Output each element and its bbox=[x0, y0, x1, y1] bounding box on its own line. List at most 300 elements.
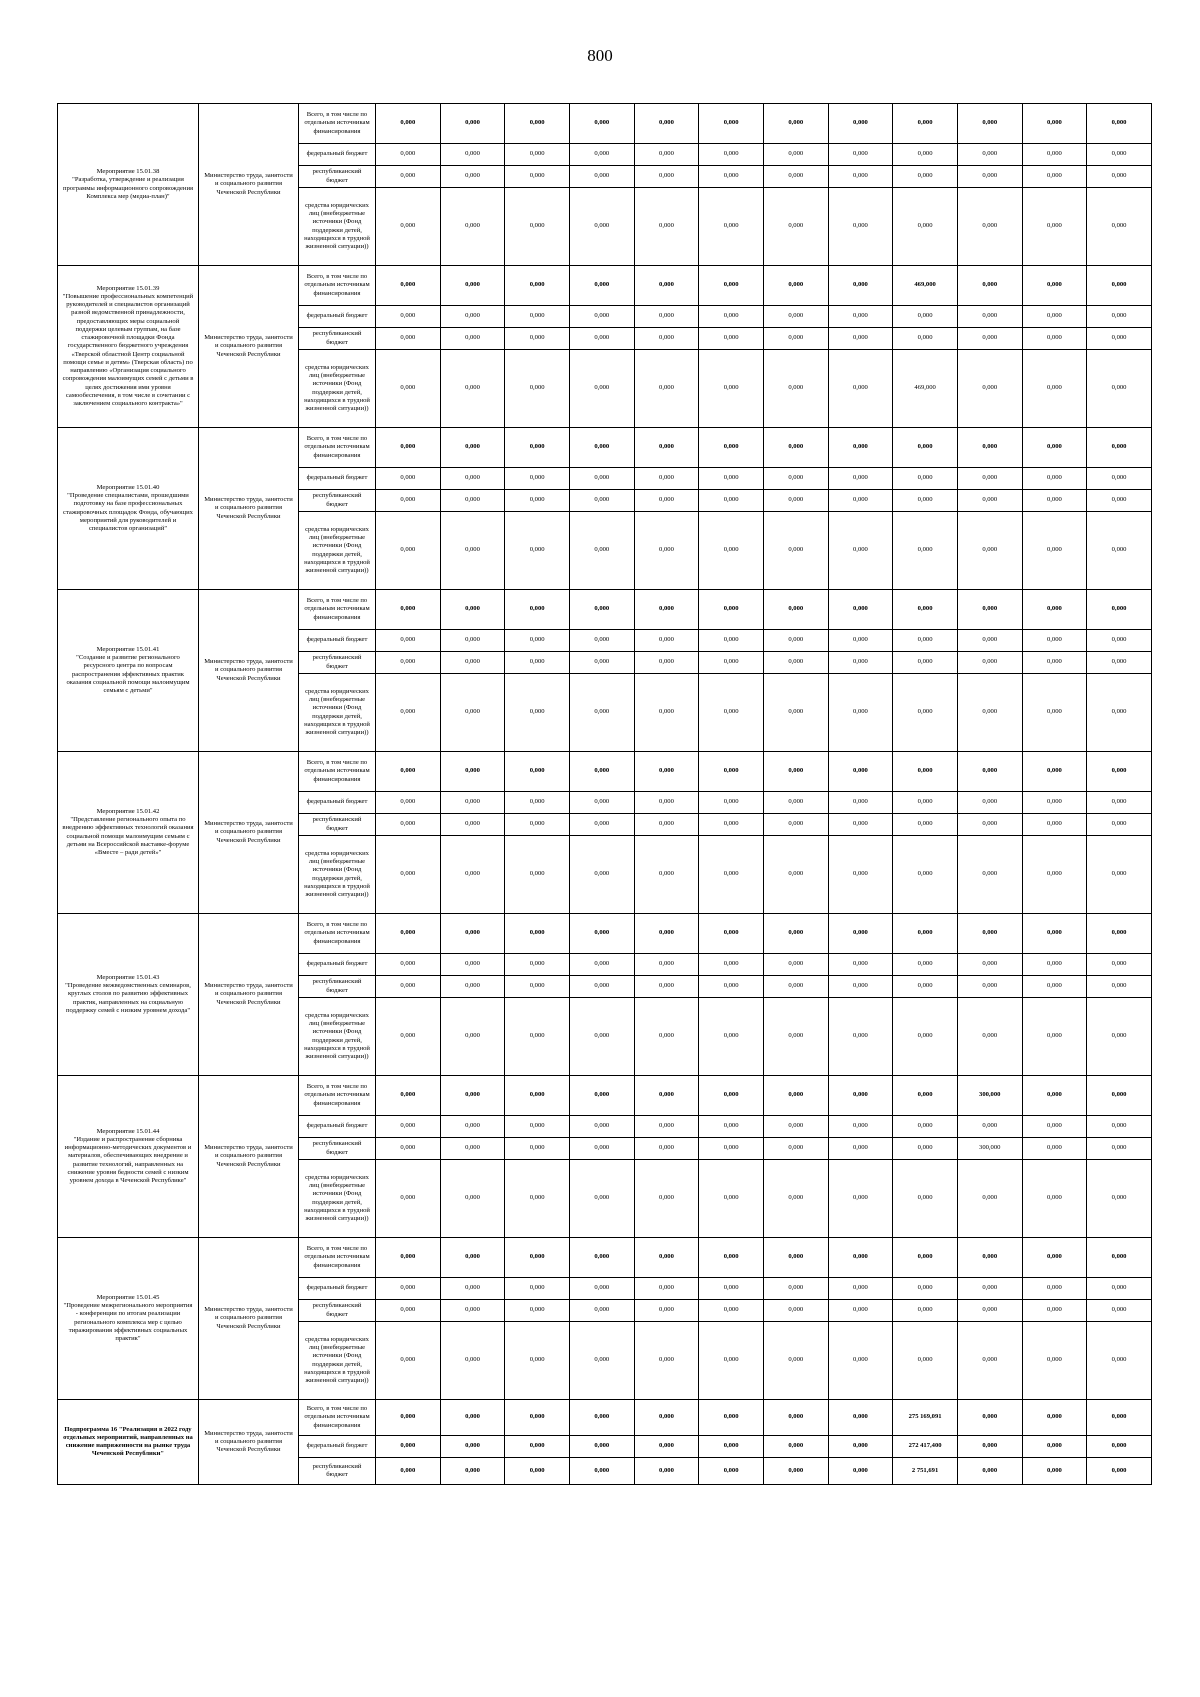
value-cell: 0,000 bbox=[569, 144, 634, 166]
value-cell: 0,000 bbox=[893, 1076, 958, 1116]
value-cell: 0,000 bbox=[828, 512, 893, 590]
value-cell: 0,000 bbox=[957, 814, 1022, 836]
value-cell: 0,000 bbox=[1022, 350, 1087, 428]
value-cell: 0,000 bbox=[569, 512, 634, 590]
value-cell: 0,000 bbox=[1022, 1400, 1087, 1436]
value-cell: 0,000 bbox=[569, 1278, 634, 1300]
value-cell: 0,000 bbox=[634, 188, 699, 266]
value-cell: 0,000 bbox=[893, 1116, 958, 1138]
value-cell: 0,000 bbox=[440, 428, 505, 468]
value-cell: 0,000 bbox=[376, 976, 441, 998]
value-cell: 0,000 bbox=[440, 954, 505, 976]
value-cell: 0,000 bbox=[376, 1436, 441, 1458]
measure-title: Мероприятие 15.01.42 "Представление регионального опыта по внедрению эффективных технологий оказания социальной помощи малоимущим семьям с детьми на Всероссийской выставке-форуме «Вместе – ради детей»" bbox=[58, 752, 199, 914]
value-cell: 0,000 bbox=[828, 836, 893, 914]
value-cell: 0,000 bbox=[440, 512, 505, 590]
value-cell: 0,000 bbox=[1087, 792, 1152, 814]
value-cell: 0,000 bbox=[569, 792, 634, 814]
value-cell: 0,000 bbox=[828, 1238, 893, 1278]
value-cell: 0,000 bbox=[763, 630, 828, 652]
value-cell: 0,000 bbox=[634, 954, 699, 976]
value-cell: 0,000 bbox=[569, 1458, 634, 1485]
value-cell: 0,000 bbox=[763, 490, 828, 512]
value-cell: 0,000 bbox=[440, 998, 505, 1076]
value-cell: 0,000 bbox=[1087, 630, 1152, 652]
value-cell: 0,000 bbox=[505, 104, 570, 144]
measure-title: Мероприятие 15.01.40 "Проведение специалистами, прошедшими подготовку на базе профессиональных стажировочных площадок Фонда, обучающих мероприятий для руководителей и специалистов организаций" bbox=[58, 428, 199, 590]
measure-title: Подпрограмма 16 "Реализация в 2022 году отдельных мероприятий, направленных на снижение напряженности на рынке труда Чеченской Республики" bbox=[58, 1400, 199, 1485]
funding-source-cell: Всего, в том числе по отдельным источникам финансирования bbox=[299, 1238, 376, 1278]
value-cell: 0,000 bbox=[893, 836, 958, 914]
value-cell: 0,000 bbox=[893, 328, 958, 350]
value-cell: 0,000 bbox=[1087, 1300, 1152, 1322]
value-cell: 0,000 bbox=[699, 1076, 764, 1116]
funding-source-cell: Всего, в том числе по отдельным источникам финансирования bbox=[299, 1400, 376, 1436]
value-cell: 0,000 bbox=[505, 590, 570, 630]
value-cell: 0,000 bbox=[893, 306, 958, 328]
value-cell: 0,000 bbox=[376, 914, 441, 954]
value-cell: 0,000 bbox=[1022, 1076, 1087, 1116]
executor-cell: Министерство труда, занятости и социального развития Чеченской Республики bbox=[199, 590, 299, 752]
value-cell: 0,000 bbox=[957, 976, 1022, 998]
value-cell: 0,000 bbox=[763, 914, 828, 954]
value-cell: 0,000 bbox=[763, 1400, 828, 1436]
value-cell: 0,000 bbox=[634, 1400, 699, 1436]
table-row bbox=[58, 266, 1152, 306]
value-cell: 0,000 bbox=[699, 836, 764, 914]
value-cell: 0,000 bbox=[1087, 104, 1152, 144]
value-cell: 0,000 bbox=[634, 490, 699, 512]
value-cell: 0,000 bbox=[440, 166, 505, 188]
measure-title: Мероприятие 15.01.41 "Создание и развитие регионального ресурсного центра по вопросам распространения эффективных практик оказания социальной помощи малоимущим семьям с детьми" bbox=[58, 590, 199, 752]
value-cell: 0,000 bbox=[828, 1322, 893, 1400]
value-cell: 0,000 bbox=[957, 590, 1022, 630]
value-cell: 0,000 bbox=[893, 428, 958, 468]
value-cell: 0,000 bbox=[376, 1458, 441, 1485]
value-cell: 0,000 bbox=[376, 166, 441, 188]
value-cell: 0,000 bbox=[763, 1160, 828, 1238]
value-cell: 0,000 bbox=[957, 1322, 1022, 1400]
value-cell: 0,000 bbox=[1022, 590, 1087, 630]
value-cell: 0,000 bbox=[376, 1238, 441, 1278]
value-cell: 0,000 bbox=[505, 976, 570, 998]
measure-title: Мероприятие 15.01.44 "Издание и распространение сборника информационно-методических документов и материалов, обеспечивающих внедрение и развитие технологий, направленных на снижение уровня бедности семей с низким уровнем дохода в Чеченской Республике" bbox=[58, 1076, 199, 1238]
value-cell: 0,000 bbox=[376, 428, 441, 468]
value-cell: 0,000 bbox=[376, 1300, 441, 1322]
value-cell: 0,000 bbox=[569, 1300, 634, 1322]
value-cell: 0,000 bbox=[634, 1436, 699, 1458]
value-cell: 0,000 bbox=[1087, 914, 1152, 954]
value-cell: 469,000 bbox=[893, 350, 958, 428]
value-cell: 0,000 bbox=[440, 1278, 505, 1300]
value-cell: 0,000 bbox=[440, 814, 505, 836]
value-cell: 0,000 bbox=[440, 144, 505, 166]
value-cell: 0,000 bbox=[505, 1138, 570, 1160]
value-cell: 0,000 bbox=[828, 328, 893, 350]
value-cell: 0,000 bbox=[957, 350, 1022, 428]
value-cell: 0,000 bbox=[893, 144, 958, 166]
value-cell: 0,000 bbox=[763, 468, 828, 490]
value-cell: 0,000 bbox=[569, 1436, 634, 1458]
value-cell: 0,000 bbox=[634, 590, 699, 630]
value-cell: 0,000 bbox=[893, 652, 958, 674]
value-cell: 0,000 bbox=[376, 1400, 441, 1436]
value-cell: 0,000 bbox=[828, 1436, 893, 1458]
table-row bbox=[58, 752, 1152, 792]
page-number: 800 bbox=[587, 46, 613, 65]
value-cell: 0,000 bbox=[1022, 998, 1087, 1076]
value-cell: 0,000 bbox=[893, 1138, 958, 1160]
funding-source-cell: Всего, в том числе по отдельным источникам финансирования bbox=[299, 590, 376, 630]
funding-source-cell: республиканский бюджет bbox=[299, 1458, 376, 1485]
value-cell: 0,000 bbox=[440, 752, 505, 792]
funding-source-cell: средства юридических лиц (внебюджетные источники (Фонд поддержки детей, находящихся в трудной жизненной ситуации)) bbox=[299, 1322, 376, 1400]
value-cell: 0,000 bbox=[505, 1322, 570, 1400]
value-cell: 0,000 bbox=[893, 674, 958, 752]
value-cell: 0,000 bbox=[699, 428, 764, 468]
value-cell: 0,000 bbox=[828, 674, 893, 752]
value-cell: 0,000 bbox=[1022, 306, 1087, 328]
value-cell: 0,000 bbox=[1087, 1076, 1152, 1116]
value-cell: 0,000 bbox=[763, 1076, 828, 1116]
value-cell: 0,000 bbox=[1022, 428, 1087, 468]
value-cell: 0,000 bbox=[828, 976, 893, 998]
value-cell: 0,000 bbox=[699, 188, 764, 266]
value-cell: 0,000 bbox=[505, 1238, 570, 1278]
value-cell: 0,000 bbox=[828, 630, 893, 652]
funding-source-cell: средства юридических лиц (внебюджетные источники (Фонд поддержки детей, находящихся в трудной жизненной ситуации)) bbox=[299, 512, 376, 590]
value-cell: 0,000 bbox=[828, 1400, 893, 1436]
value-cell: 0,000 bbox=[699, 1300, 764, 1322]
value-cell: 0,000 bbox=[957, 1238, 1022, 1278]
value-cell: 0,000 bbox=[376, 104, 441, 144]
value-cell: 0,000 bbox=[893, 630, 958, 652]
value-cell: 0,000 bbox=[957, 512, 1022, 590]
value-cell: 0,000 bbox=[505, 1458, 570, 1485]
value-cell: 0,000 bbox=[376, 998, 441, 1076]
funding-source-cell: федеральный бюджет bbox=[299, 954, 376, 976]
value-cell: 0,000 bbox=[828, 428, 893, 468]
value-cell: 0,000 bbox=[569, 976, 634, 998]
value-cell: 0,000 bbox=[634, 836, 699, 914]
funding-source-cell: республиканский бюджет bbox=[299, 976, 376, 998]
value-cell: 0,000 bbox=[634, 998, 699, 1076]
value-cell: 0,000 bbox=[699, 468, 764, 490]
funding-source-cell: федеральный бюджет bbox=[299, 1436, 376, 1458]
value-cell: 0,000 bbox=[763, 590, 828, 630]
value-cell: 0,000 bbox=[699, 998, 764, 1076]
value-cell: 0,000 bbox=[763, 1116, 828, 1138]
value-cell: 0,000 bbox=[1087, 188, 1152, 266]
value-cell: 0,000 bbox=[957, 836, 1022, 914]
value-cell: 0,000 bbox=[634, 1322, 699, 1400]
value-cell: 0,000 bbox=[376, 752, 441, 792]
value-cell: 0,000 bbox=[505, 674, 570, 752]
value-cell: 0,000 bbox=[828, 752, 893, 792]
value-cell: 0,000 bbox=[893, 792, 958, 814]
value-cell: 0,000 bbox=[376, 836, 441, 914]
value-cell: 0,000 bbox=[569, 350, 634, 428]
executor-cell: Министерство труда, занятости и социального развития Чеченской Республики bbox=[199, 428, 299, 590]
value-cell: 0,000 bbox=[763, 976, 828, 998]
value-cell: 0,000 bbox=[1022, 752, 1087, 792]
value-cell: 2 751,691 bbox=[893, 1458, 958, 1485]
funding-source-cell: федеральный бюджет bbox=[299, 1278, 376, 1300]
value-cell: 0,000 bbox=[505, 468, 570, 490]
value-cell: 0,000 bbox=[699, 674, 764, 752]
value-cell: 0,000 bbox=[376, 188, 441, 266]
value-cell: 0,000 bbox=[505, 1300, 570, 1322]
value-cell: 0,000 bbox=[1087, 1278, 1152, 1300]
value-cell: 0,000 bbox=[699, 954, 764, 976]
value-cell: 0,000 bbox=[440, 104, 505, 144]
value-cell: 0,000 bbox=[505, 752, 570, 792]
funding-source-cell: республиканский бюджет bbox=[299, 652, 376, 674]
value-cell: 0,000 bbox=[699, 1400, 764, 1436]
value-cell: 0,000 bbox=[569, 166, 634, 188]
value-cell: 0,000 bbox=[505, 328, 570, 350]
value-cell: 0,000 bbox=[1087, 1160, 1152, 1238]
value-cell: 0,000 bbox=[699, 1278, 764, 1300]
value-cell: 0,000 bbox=[634, 1116, 699, 1138]
value-cell: 0,000 bbox=[763, 836, 828, 914]
funding-source-cell: средства юридических лиц (внебюджетные источники (Фонд поддержки детей, находящихся в трудной жизненной ситуации)) bbox=[299, 836, 376, 914]
value-cell: 0,000 bbox=[1087, 350, 1152, 428]
value-cell: 0,000 bbox=[893, 490, 958, 512]
value-cell: 0,000 bbox=[569, 814, 634, 836]
value-cell: 0,000 bbox=[634, 814, 699, 836]
value-cell: 0,000 bbox=[1022, 328, 1087, 350]
value-cell: 0,000 bbox=[763, 144, 828, 166]
value-cell: 0,000 bbox=[634, 976, 699, 998]
value-cell: 0,000 bbox=[828, 590, 893, 630]
funding-source-cell: федеральный бюджет bbox=[299, 306, 376, 328]
value-cell: 0,000 bbox=[505, 954, 570, 976]
value-cell: 300,000 bbox=[957, 1138, 1022, 1160]
value-cell: 272 417,400 bbox=[893, 1436, 958, 1458]
value-cell: 0,000 bbox=[763, 306, 828, 328]
funding-source-cell: федеральный бюджет bbox=[299, 144, 376, 166]
value-cell: 0,000 bbox=[957, 630, 1022, 652]
value-cell: 0,000 bbox=[1087, 512, 1152, 590]
value-cell: 0,000 bbox=[699, 350, 764, 428]
value-cell: 0,000 bbox=[699, 104, 764, 144]
value-cell: 0,000 bbox=[569, 306, 634, 328]
value-cell: 0,000 bbox=[957, 490, 1022, 512]
table-row bbox=[58, 1238, 1152, 1278]
value-cell: 0,000 bbox=[957, 1436, 1022, 1458]
value-cell: 0,000 bbox=[1022, 1138, 1087, 1160]
value-cell: 0,000 bbox=[569, 1400, 634, 1436]
value-cell: 0,000 bbox=[893, 814, 958, 836]
value-cell: 0,000 bbox=[634, 1458, 699, 1485]
value-cell: 0,000 bbox=[569, 914, 634, 954]
measure-title: Мероприятие 15.01.39 "Повышение профессиональных компетенций руководителей и специалистов организаций разной ведомственной принадлежности, предоставляющих меры социальной поддержки целевым группам, на базе стажировочной площадки Фонда государственного бюджетного учреждения «Тверской областной Центр социальной помощи семье и детям» (Тверская область) по направлению «Организация социального сопровождения малоимущих семей с детьми в целях достижения ими уровня самообеспечения, в том числе в сочетании с заключением социального контракта»" bbox=[58, 266, 199, 428]
value-cell: 0,000 bbox=[957, 652, 1022, 674]
value-cell: 0,000 bbox=[957, 998, 1022, 1076]
funding-source-cell: Всего, в том числе по отдельным источникам финансирования bbox=[299, 914, 376, 954]
value-cell: 0,000 bbox=[1022, 490, 1087, 512]
value-cell: 0,000 bbox=[763, 1436, 828, 1458]
value-cell: 0,000 bbox=[505, 1116, 570, 1138]
value-cell: 0,000 bbox=[1022, 674, 1087, 752]
value-cell: 0,000 bbox=[957, 1278, 1022, 1300]
value-cell: 0,000 bbox=[1022, 792, 1087, 814]
value-cell: 0,000 bbox=[828, 914, 893, 954]
value-cell: 469,000 bbox=[893, 266, 958, 306]
value-cell: 0,000 bbox=[634, 914, 699, 954]
funding-source-cell: республиканский бюджет bbox=[299, 490, 376, 512]
value-cell: 0,000 bbox=[828, 104, 893, 144]
value-cell: 0,000 bbox=[440, 914, 505, 954]
value-cell: 0,000 bbox=[376, 1278, 441, 1300]
value-cell: 0,000 bbox=[569, 1322, 634, 1400]
value-cell: 0,000 bbox=[376, 590, 441, 630]
value-cell: 0,000 bbox=[893, 188, 958, 266]
value-cell: 0,000 bbox=[957, 954, 1022, 976]
value-cell: 0,000 bbox=[763, 814, 828, 836]
value-cell: 0,000 bbox=[763, 1238, 828, 1278]
value-cell: 0,000 bbox=[699, 1160, 764, 1238]
value-cell: 0,000 bbox=[505, 1400, 570, 1436]
value-cell: 0,000 bbox=[634, 630, 699, 652]
value-cell: 0,000 bbox=[1087, 306, 1152, 328]
value-cell: 0,000 bbox=[376, 674, 441, 752]
value-cell: 0,000 bbox=[440, 1400, 505, 1436]
value-cell: 0,000 bbox=[569, 630, 634, 652]
value-cell: 0,000 bbox=[376, 652, 441, 674]
measure-title: Мероприятие 15.01.38 "Разработка, утверждение и реализация программы информационного сопровождения Комплекса мер (медиа-план)" bbox=[58, 104, 199, 266]
value-cell: 0,000 bbox=[1022, 266, 1087, 306]
value-cell: 0,000 bbox=[1087, 590, 1152, 630]
value-cell: 0,000 bbox=[828, 814, 893, 836]
budget-table bbox=[57, 103, 1152, 1485]
funding-source-cell: Всего, в том числе по отдельным источникам финансирования bbox=[299, 266, 376, 306]
value-cell: 0,000 bbox=[1087, 1238, 1152, 1278]
value-cell: 0,000 bbox=[634, 1278, 699, 1300]
value-cell: 0,000 bbox=[1087, 752, 1152, 792]
value-cell: 0,000 bbox=[1087, 166, 1152, 188]
value-cell: 0,000 bbox=[634, 306, 699, 328]
value-cell: 0,000 bbox=[376, 814, 441, 836]
value-cell: 0,000 bbox=[569, 266, 634, 306]
value-cell: 0,000 bbox=[1022, 1458, 1087, 1485]
value-cell: 0,000 bbox=[1087, 266, 1152, 306]
value-cell: 0,000 bbox=[828, 954, 893, 976]
value-cell: 0,000 bbox=[763, 512, 828, 590]
value-cell: 0,000 bbox=[440, 976, 505, 998]
value-cell: 0,000 bbox=[569, 1138, 634, 1160]
value-cell: 0,000 bbox=[1087, 1322, 1152, 1400]
value-cell: 0,000 bbox=[634, 792, 699, 814]
value-cell: 0,000 bbox=[505, 914, 570, 954]
value-cell: 0,000 bbox=[1022, 104, 1087, 144]
value-cell: 0,000 bbox=[699, 914, 764, 954]
value-cell: 0,000 bbox=[634, 166, 699, 188]
value-cell: 0,000 bbox=[1087, 954, 1152, 976]
value-cell: 0,000 bbox=[1087, 998, 1152, 1076]
value-cell: 0,000 bbox=[376, 468, 441, 490]
value-cell: 0,000 bbox=[957, 752, 1022, 792]
funding-source-cell: средства юридических лиц (внебюджетные источники (Фонд поддержки детей, находящихся в трудной жизненной ситуации)) bbox=[299, 350, 376, 428]
value-cell: 0,000 bbox=[699, 306, 764, 328]
value-cell: 0,000 bbox=[828, 266, 893, 306]
value-cell: 0,000 bbox=[569, 428, 634, 468]
value-cell: 0,000 bbox=[828, 350, 893, 428]
value-cell: 0,000 bbox=[569, 836, 634, 914]
funding-source-cell: республиканский бюджет bbox=[299, 1300, 376, 1322]
value-cell: 0,000 bbox=[699, 266, 764, 306]
value-cell: 0,000 bbox=[1022, 976, 1087, 998]
value-cell: 0,000 bbox=[1087, 814, 1152, 836]
value-cell: 0,000 bbox=[828, 1076, 893, 1116]
value-cell: 0,000 bbox=[569, 328, 634, 350]
value-cell: 0,000 bbox=[828, 468, 893, 490]
value-cell: 0,000 bbox=[634, 512, 699, 590]
value-cell: 0,000 bbox=[763, 350, 828, 428]
value-cell: 0,000 bbox=[376, 266, 441, 306]
value-cell: 0,000 bbox=[957, 1116, 1022, 1138]
value-cell: 0,000 bbox=[893, 1322, 958, 1400]
value-cell: 0,000 bbox=[699, 652, 764, 674]
value-cell: 0,000 bbox=[569, 1116, 634, 1138]
value-cell: 0,000 bbox=[699, 512, 764, 590]
value-cell: 0,000 bbox=[440, 266, 505, 306]
value-cell: 0,000 bbox=[440, 674, 505, 752]
value-cell: 0,000 bbox=[440, 1458, 505, 1485]
value-cell: 0,000 bbox=[634, 350, 699, 428]
value-cell: 0,000 bbox=[957, 914, 1022, 954]
value-cell: 0,000 bbox=[893, 998, 958, 1076]
value-cell: 0,000 bbox=[440, 328, 505, 350]
value-cell: 0,000 bbox=[1022, 1238, 1087, 1278]
executor-cell: Министерство труда, занятости и социального развития Чеченской Республики bbox=[199, 914, 299, 1076]
value-cell: 0,000 bbox=[699, 328, 764, 350]
value-cell: 0,000 bbox=[1087, 1138, 1152, 1160]
value-cell: 0,000 bbox=[440, 1160, 505, 1238]
funding-source-cell: Всего, в том числе по отдельным источникам финансирования bbox=[299, 752, 376, 792]
value-cell: 0,000 bbox=[1022, 166, 1087, 188]
value-cell: 300,000 bbox=[957, 1076, 1022, 1116]
value-cell: 0,000 bbox=[1087, 674, 1152, 752]
funding-source-cell: Всего, в том числе по отдельным источникам финансирования bbox=[299, 1076, 376, 1116]
value-cell: 0,000 bbox=[1087, 144, 1152, 166]
funding-source-cell: Всего, в том числе по отдельным источникам финансирования bbox=[299, 104, 376, 144]
value-cell: 0,000 bbox=[763, 188, 828, 266]
value-cell: 0,000 bbox=[828, 490, 893, 512]
measure-title: Мероприятие 15.01.43 "Проведение межведомственных семинаров, круглых столов по развитию эффективных практик, направленных на социальную поддержку семей с низким уровнем дохода" bbox=[58, 914, 199, 1076]
value-cell: 0,000 bbox=[505, 350, 570, 428]
value-cell: 0,000 bbox=[699, 1458, 764, 1485]
funding-source-cell: средства юридических лиц (внебюджетные источники (Фонд поддержки детей, находящихся в трудной жизненной ситуации)) bbox=[299, 1160, 376, 1238]
value-cell: 0,000 bbox=[828, 998, 893, 1076]
value-cell: 0,000 bbox=[505, 266, 570, 306]
table-row bbox=[58, 104, 1152, 144]
value-cell: 0,000 bbox=[957, 166, 1022, 188]
value-cell: 0,000 bbox=[828, 144, 893, 166]
executor-cell: Министерство труда, занятости и социального развития Чеченской Республики bbox=[199, 1076, 299, 1238]
value-cell: 0,000 bbox=[1022, 468, 1087, 490]
value-cell: 0,000 bbox=[763, 792, 828, 814]
value-cell: 0,000 bbox=[634, 104, 699, 144]
value-cell: 0,000 bbox=[634, 1076, 699, 1116]
value-cell: 0,000 bbox=[699, 792, 764, 814]
value-cell: 0,000 bbox=[440, 188, 505, 266]
value-cell: 0,000 bbox=[1087, 1458, 1152, 1485]
value-cell: 0,000 bbox=[1022, 1160, 1087, 1238]
value-cell: 0,000 bbox=[634, 1138, 699, 1160]
value-cell: 0,000 bbox=[440, 1238, 505, 1278]
